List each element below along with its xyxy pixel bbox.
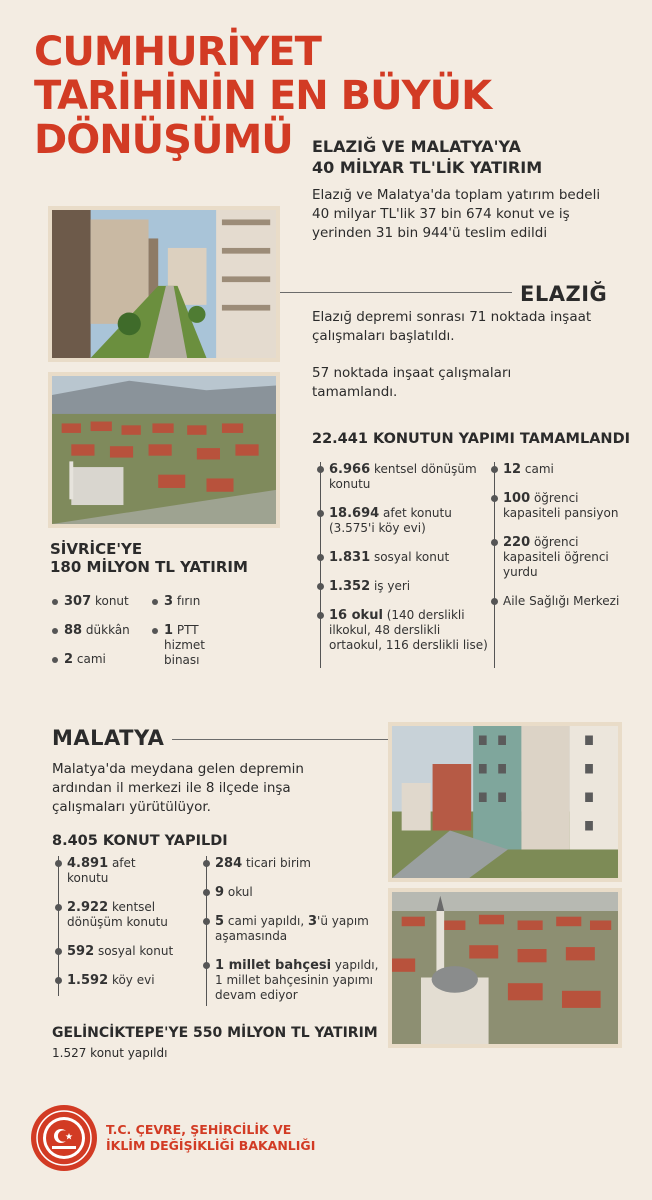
elazig-para-2: 57 noktada inşaat çalışmaları tamamlandı. xyxy=(312,365,512,400)
list-item: 1.592 köy evi xyxy=(59,973,198,988)
gelinciktepe-title: GELİNCİKTEPE'YE 550 MİLYON TL YATIRIM xyxy=(52,1025,378,1041)
list-item: 6.966 kentsel dönüşüm konutu xyxy=(321,462,490,492)
list-item: 100 öğrenci kapasiteli pansiyon xyxy=(495,491,624,521)
malatya-divider xyxy=(172,739,390,740)
malatya-list-1 xyxy=(58,856,198,996)
elazig-title: ELAZIĞ xyxy=(520,282,608,306)
malatya-title: MALATYA xyxy=(52,726,165,750)
list-item: Aile Sağlığı Merkezi xyxy=(495,594,624,609)
list-item: 2.922 kentsel dönüşüm konutu xyxy=(59,900,198,930)
gelinciktepe-text: 1.527 konut yapıldı xyxy=(52,1046,168,1060)
ministry-name-line1: T.C. ÇEVRE, ŞEHİRCİLİK VE xyxy=(106,1122,292,1137)
elazig-list-1 xyxy=(320,462,490,668)
list-item: 1 millet bahçesi yapıldı, 1 millet bahçesinin yapımı devam ediyor xyxy=(207,958,384,1003)
list-item: 592 sosyal konut xyxy=(59,944,198,959)
elazig-divider xyxy=(280,292,512,293)
list-item: 3 fırın xyxy=(152,594,252,609)
list-item: 1.352 iş yeri xyxy=(321,579,490,594)
elazig-completed-title: 22.441 KONUTUN YAPIMI TAMAMLANDI xyxy=(312,431,630,447)
list-item: 18.694 afet konutu (3.575'i köy evi) xyxy=(321,506,490,536)
photo-elazig-apartments xyxy=(48,206,280,362)
list-item: 5 cami yapıldı, 3'ü yapım aşamasında xyxy=(207,914,384,944)
intro-text: Elazığ ve Malatya'da toplam yatırım bedeli 40 milyar TL'lik 37 bin 674 konut ve iş yerinden 31 bin 944'ü teslim edildi xyxy=(312,187,601,241)
subheading-line1: ELAZIĞ VE MALATYA'YA xyxy=(312,137,521,156)
elazig-para-1: Elazığ depremi sonrası 71 noktada inşaat çalışmaları başlatıldı. xyxy=(312,309,592,344)
main-title-line2: TARİHİNİN EN BÜYÜK xyxy=(34,73,492,119)
subheading-line2: 40 MİLYAR TL'LİK YATIRIM xyxy=(312,158,543,177)
malatya-para: Malatya'da meydana gelen depremin ardından il merkezi ile 8 ilçede inşa çalışmaları yürütülüyor. xyxy=(52,761,304,815)
sivrice-title-line1: SİVRİCE'YE xyxy=(50,540,143,558)
list-item: 9 okul xyxy=(207,885,384,900)
photo-malatya-apartments xyxy=(388,722,622,882)
sivrice-title xyxy=(50,540,290,576)
list-item: 1.831 sosyal konut xyxy=(321,550,490,565)
list-item: 307 konut xyxy=(52,594,152,609)
sivrice-list-1 xyxy=(52,594,152,667)
ministry-logo xyxy=(30,1104,98,1172)
sivrice-list-2 xyxy=(152,594,252,668)
list-item: 12 cami xyxy=(495,462,624,477)
photo-sivrice-houses xyxy=(48,372,280,528)
list-item: 88 dükkân xyxy=(52,623,152,638)
sivrice-title-line2: 180 MİLYON TL YATIRIM xyxy=(50,558,248,576)
malatya-list-2 xyxy=(206,856,384,1006)
malatya-count-title: 8.405 KONUT YAPILDI xyxy=(52,833,228,849)
ministry-name-line2: İKLİM DEĞİŞİKLİĞİ BAKANLIĞI xyxy=(106,1138,316,1153)
list-item: 220 öğrenci kapasiteli öğrenci yurdu xyxy=(495,535,624,580)
subheading xyxy=(312,136,632,178)
photo-malatya-mosque xyxy=(388,888,622,1048)
main-title-line1: CUMHURİYET xyxy=(34,29,321,75)
list-item: 4.891 afet konutu xyxy=(59,856,198,886)
list-item: 284 ticari birim xyxy=(207,856,384,871)
ministry-name xyxy=(106,1122,366,1154)
main-title-line3: DÖNÜŞÜMÜ xyxy=(34,117,293,163)
list-item: 16 okul (140 derslikli ilkokul, 48 derslikli ortaokul, 116 derslikli lise) xyxy=(321,608,490,653)
list-item: 1 PTT hizmet binası xyxy=(152,623,252,668)
list-item: 2 cami xyxy=(52,652,152,667)
elazig-list-2 xyxy=(494,462,624,668)
